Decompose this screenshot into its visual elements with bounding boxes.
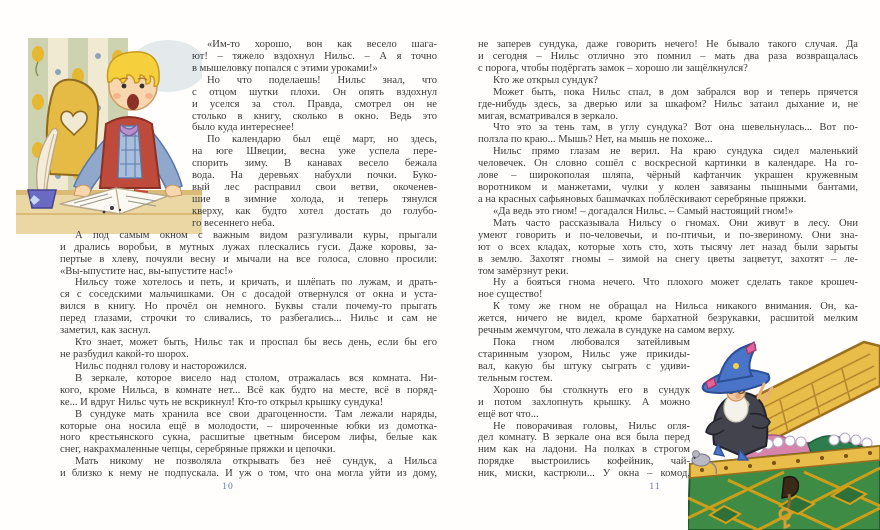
text-line: ся с соседскими мальчишками. Он с досадой отвернулся от окна и уста- [60,289,437,301]
text-line: К тому же гном не обращал на Нильса никакого внимания. Он, ка- [493,301,858,313]
text-line: дел комнату. В зеркале она вся была перед [478,432,690,444]
text-line: и близко к нему не подпускала. И уж о том, что она могла уйти из дому, [60,468,437,480]
text-line: кого, кроме Нильса, в комнате нет... Всё как будто на месте, всё в поряд- [60,384,437,396]
text-line: с порога, чтобы подёргать замок – хорошо ли защёлкнулся? [478,62,748,74]
text-line: порядке выстроились кофейник, чай- [478,456,690,468]
text-line: мигая, всматривался в зеркало. [478,110,619,122]
text-line: пертые в хлеву, почуяли весну и мычали на все голоса, словно просили: [60,253,437,265]
text-line: Но что поделаешь! Нильс знал, что [207,74,437,86]
text-line: По календарю был ещё март, но здесь, [207,134,437,146]
text-line: Не поворачивая головы, Нильс огля- [493,420,690,432]
text-line: В зеркале, которое висело над столом, отражалась вся комната. Ни- [75,372,437,384]
text-line: «Им-то хорошо, вон как весело шага- [207,39,437,50]
text-line: «Вы-ыпустите нас, вы-ыпустите нас!» [60,265,234,277]
text-line: В сундуке мать хранила все свои драгоценности. Там лежали наряды, [75,408,437,420]
text-line: Что это за тень там, в углу сундука? Вот она шевельнулась... Вот по- [493,122,858,134]
text-line: «Да ведь это гном! – догадался Нильс. – Самый настоящий гном!» [493,205,794,217]
text-line: вый лес расправил свои ветви, окоченев- [192,182,437,194]
text-line: жется, ничего не видел, кроме бархатной безрукавки, расшитой мелким [478,313,858,325]
text-line: человечек. Он словно сошёл с воскресной картинки в календаре. На го- [478,158,858,170]
text-line: вода. На деревьях набухли почки. Буко- [192,170,437,182]
text-line: Кто знает, может быть, Нильс так и проспал бы весь день, если бы его [75,337,437,349]
text-line: ещё вот что... [478,408,539,420]
text-line: ют! – тяжело вздохнул Нильс. – А я точно [192,50,437,62]
text-line: тельным гостем. [478,372,553,384]
text-line: с отцом шутки плохи. Он опять вздохнул [192,86,437,98]
text-line: воротником и манжетами, чулки у колен завязаны пышными бантами, [478,182,858,194]
text-line: в мышеловку попался с этими уроками!» [192,62,378,74]
text-line: на юге Швеции, весна уже успела пере- [192,146,437,158]
text-line: го весеннего неба. [192,217,275,229]
text-line: ним как на ладони. На полках в строгом [478,444,690,456]
text-line: вал, какую бы штуку сыграть с удиви- [478,360,690,372]
text-line: и потом захлопнуть крышку. А можно [478,396,690,408]
text-line: вился в книгу. Но прочёл он немного. Буквы стали почему-то прыгать [60,301,437,313]
left-page-text [60,39,437,480]
text-line: ползла по краю... Мышь? Нет, на мышь не похоже... [478,134,713,146]
text-line: лове – широкополая шляпа, чёрный кафтанчик украшен кружевным [478,170,858,182]
text-line: ют о всех кладах, которые хоть сто, хоть тысячу лет назад были зарыты [478,241,858,253]
text-line: Нильсу тоже хотелось и петь, и кричать, и шлёпать по лужам, и драть- [75,277,437,289]
text-line: а на красных сафьяновых башмачках поблёскивают серебряные пряжки. [478,193,807,205]
text-line: в землю. Захотят гномы – зимой на снегу цветы зацветут, захотят – ле- [478,253,858,265]
page-number-left: 10 [222,482,234,492]
text-line: перед глазами, строчки то сливались, то разбегались... Нильс и сам не [60,313,437,325]
page-number-right: 11 [649,482,661,492]
text-line: том замёрзнут реки. [478,265,569,277]
text-line: не заперев сундука, даже говорить нечего! Не бывало такого случая. Да [478,39,858,50]
right-page-text [478,39,858,480]
text-line: столько в книгу, сколько в окно. Ведь это [192,110,437,122]
text-line: ник, миски, кастрюли... У окна – комод, [478,468,690,480]
text-line: снег, накрахмаленные чепцы, серебряные пряжки и цепочки. [60,444,336,456]
text-line: шие в зимние холода, и теперь тянулся [192,193,437,205]
text-line: речным жемчугом, что лежала в сундуке на самом верху. [478,325,735,337]
text-line: Нильс поднял голову и насторожился. [75,360,247,372]
text-line: которые она носила ещё в молодости, – широченные юбки из домотка- [60,420,437,432]
text-line: Мать никому не позволяла открывать без неё сундук, а Нильса [75,456,437,468]
text-line: Ну а бояться гнома нечего. Что плохого может сделать такое крошеч- [493,277,858,289]
text-line: и дрались воробьи, в мутных лужах плескались гуси. Даже коровы, за- [60,241,437,253]
text-line: и сегодня – Нильс отлично это помнил – мать два раза возвращалась [478,50,858,62]
text-line: старинным узором, Нильс уже прикиды- [478,348,690,360]
text-line: спорить зиму. В канавах весело бежала [192,158,437,170]
text-line: ного крестьянского сукна, расшитые цветным бисером лифы, белые как [60,432,437,444]
text-line: ке... И вдруг Нильс чуть не вскрикнул! Кто-то открыл крышку сундука! [60,396,384,408]
text-line: Хорошо бы столкнуть его в сундук [493,384,690,396]
text-line: ное существо! [478,289,543,301]
text-line: А под самым окном с важным видом разгуливали куры, прыгали [75,229,437,241]
text-line: и уселся за стол. Правда, смотрел он не [192,98,437,110]
text-line: умеют говорить и по-человечьи, и по-птичьи, и по-звериному. Они зна- [478,229,858,241]
text-line: Может быть, пока Нильс спал, в дом забрался вор и теперь прячется [493,86,858,98]
text-line: кверху, как будто хотел достать до голубо- [192,205,437,217]
text-line: было куда интереснее! [192,122,295,134]
text-line: не разбудил какой-то шорох. [60,348,189,360]
text-line: где-нибудь здесь, за дверью или за шкафом? Нильс затаил дыхание и, не [478,98,858,110]
text-line: Мать часто рассказывала Нильсу о гномах. Они живут в лесу. Они [493,217,858,229]
text-line: Кто же открыл сундук? [493,74,598,86]
text-line: Пока гном любовался затейливым [493,337,690,349]
text-line: заметил, как заснул. [60,325,151,337]
text-line: Нильс прямо глазам не верил. На краю сундука сидел маленький [493,146,858,158]
